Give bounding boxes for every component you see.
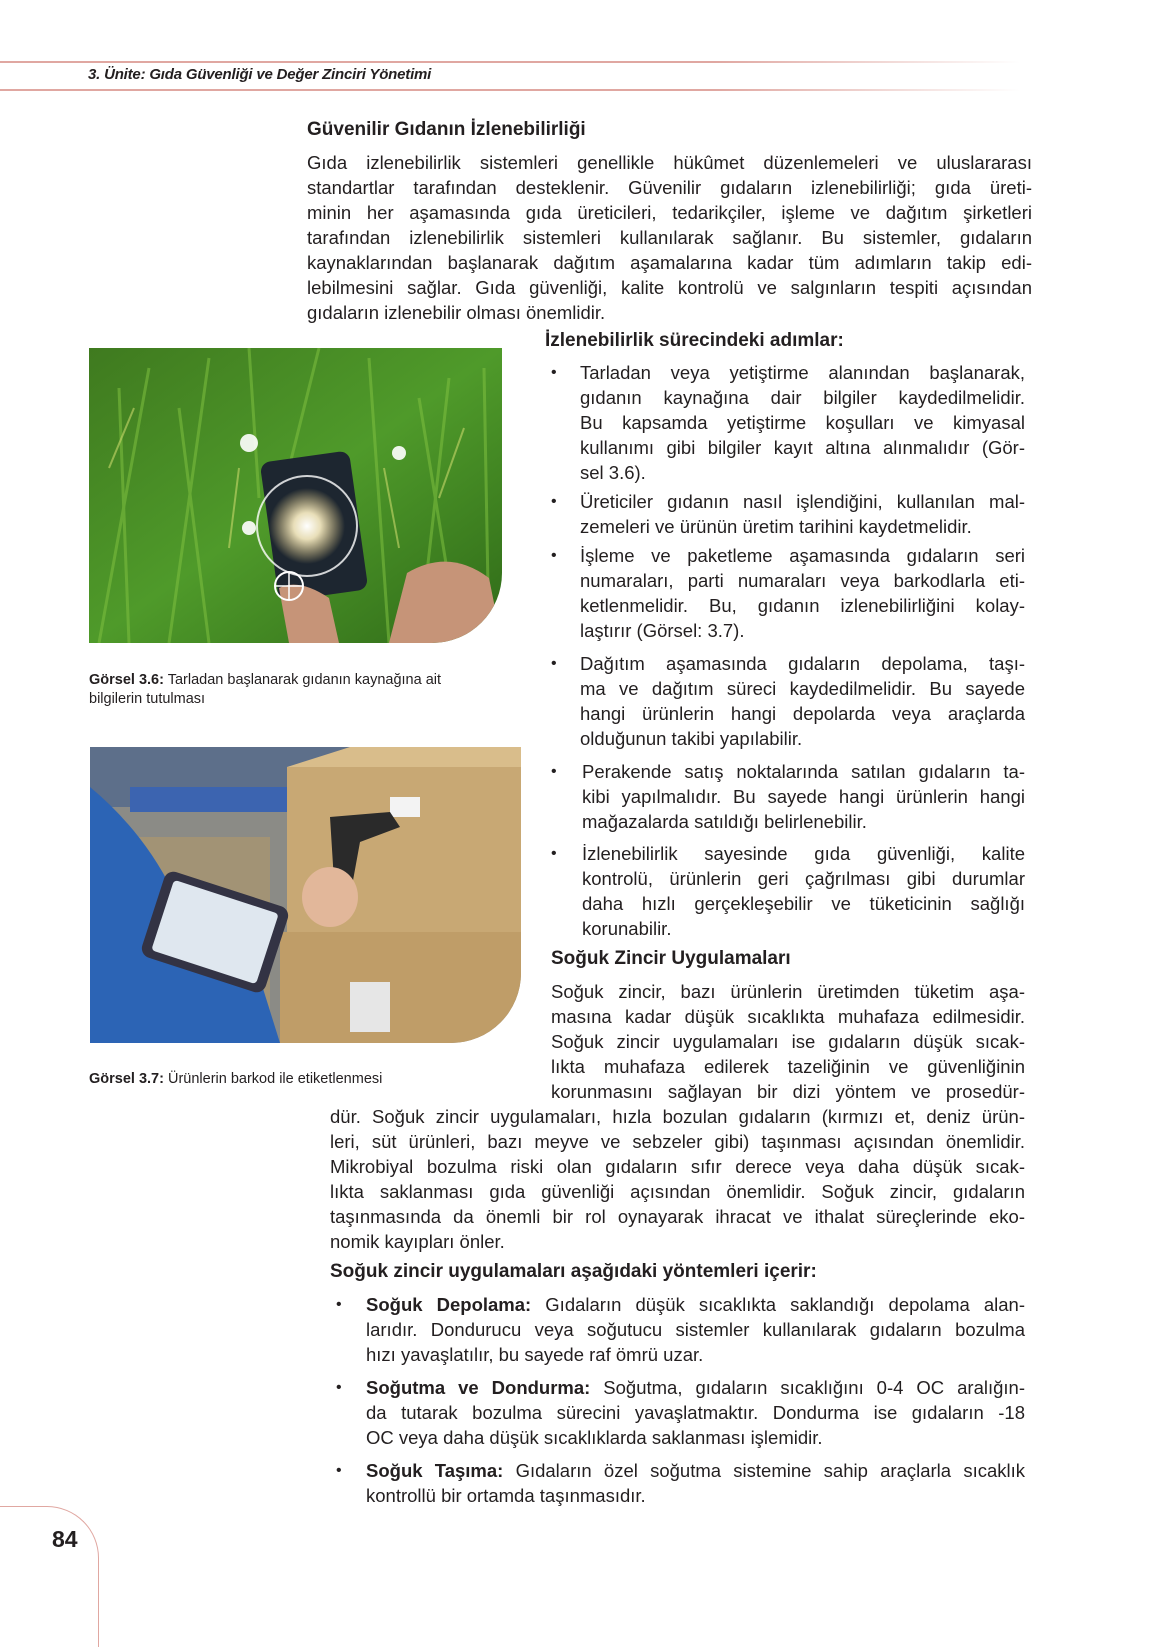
bullet-icon: • — [336, 1379, 342, 1396]
paragraph-line: Soğuk zincir, bazı ürünlerin üretimden tüketim aşa- — [551, 981, 1025, 1002]
list-item-line: Perakende satış noktalarında satılan gıdaların ta- — [582, 761, 1025, 782]
list-item-line: kullanımı gibi bilgiler kayıt altına alınmalıdır (Gör- — [580, 437, 1025, 458]
method-term: Soğutma ve Dondurma: — [366, 1377, 591, 1398]
bullet-icon: • — [551, 655, 557, 672]
steps-heading: İzlenebilirlik sürecindeki adımlar: — [545, 330, 844, 351]
paragraph-line: Soğuk zincir uygulamaları ise gıdaların düşük sıcak- — [551, 1031, 1025, 1052]
page-number: 84 — [52, 1526, 78, 1552]
list-item-line: olduğunun takibi yapılabilir. — [580, 728, 803, 749]
figure-3-6-caption: Görsel 3.6: Tarladan başlanarak gıdanın kaynağına ait bilgilerin tutulması — [89, 672, 442, 707]
bullet-icon: • — [551, 845, 557, 862]
bullet-icon: • — [336, 1296, 342, 1313]
header-rule-bottom — [0, 89, 1020, 91]
paragraph-line: lebilmesini sağlar. Gıda güvenliği, kalite kontrolü ve salgınların tespiti açısından — [307, 277, 1032, 298]
method-item-line: da tutarak bozulma sürecini yavaşlatmaktır. Dondurma ise gıdaların -18 — [366, 1402, 1025, 1423]
bullet-icon: • — [551, 364, 557, 381]
methods-heading: Soğuk zincir uygulamaları aşağıdaki yöntemleri içerir: — [330, 1261, 817, 1282]
method-term: Soğuk Taşıma: — [366, 1460, 504, 1481]
list-item-line: hangi ürünlerin hangi depolarda veya araçlarda — [580, 703, 1025, 724]
paragraph-line: minin her aşamasında gıda üreticileri, tedarikçiler, işleme ve dağıtım şirketleri — [307, 202, 1032, 223]
figure-3-7-image — [90, 747, 521, 1043]
method-item-line: Soğutma ve Dondurma: Soğutma, gıdaların sıcaklığını 0-4 OC aralığın- — [366, 1377, 1025, 1398]
bullet-icon: • — [336, 1462, 342, 1479]
bullet-icon: • — [551, 547, 557, 564]
method-item-line: hızı yavaşlatılır, bu sayede raf ömrü uzar. — [366, 1344, 704, 1365]
bullet-icon: • — [551, 493, 557, 510]
unit-title: 3. Ünite: Gıda Güvenliği ve Değer Zinciri Yönetimi — [88, 66, 432, 83]
paragraph-line: Mikrobiyal bozulma riski olan gıdaların sıfır derece veya daha düşük sıcak- — [330, 1156, 1025, 1177]
list-item-line: Tarladan veya yetiştirme alanından başlanarak, — [580, 362, 1025, 383]
list-item-line: gıdanın kaynağına dair bilgiler kaydedilmelidir. — [580, 387, 1025, 408]
method-term: Soğuk Depolama: — [366, 1294, 532, 1315]
paragraph-line: nomik kayıpları önler. — [330, 1231, 505, 1252]
method-item-line: OC veya daha düşük sıcaklıklarda saklanması işlemidir. — [366, 1427, 823, 1448]
list-item-line: laştırır (Görsel: 3.7). — [580, 620, 745, 641]
list-item-line: ketlenmelidir. Bu, gıdanın izlenebilirliğini kolay- — [580, 595, 1025, 616]
paragraph-line: kaynaklarından başlanarak dağıtım aşamalarına kadar tüm adımların takip edi- — [307, 252, 1032, 273]
barcode-scanning-illustration — [90, 747, 521, 1043]
list-item-line: ma ve dağıtım süreci kaydedilmelidir. Bu sayede — [580, 678, 1025, 699]
list-item-line: Dağıtım aşamasında gıdaların depolama, taşı- — [580, 653, 1025, 674]
bullet-icon: • — [551, 763, 557, 780]
list-item-line: Bu kapsamda yetiştirme koşulları ve kimyasal — [580, 412, 1025, 433]
list-item-line: İzlenebilirlik sayesinde gıda güvenliği, kalite — [582, 843, 1025, 864]
method-item-line: larıdır. Dondurucu veya soğutucu sistemler kullanılarak gıdaların bozulma — [366, 1319, 1025, 1340]
list-item-line: korunabilir. — [582, 918, 672, 939]
list-item-line: sel 3.6). — [580, 462, 646, 483]
paragraph-line: masına kadar düşük sıcaklıkta muhafaza edilmesidir. — [551, 1006, 1025, 1027]
paragraph-line: dür. Soğuk zincir uygulamaları, hızla bozulan gıdaların (kırmızı et, deniz ürün- — [330, 1106, 1025, 1127]
list-item-line: zemeleri ve ürünün üretim tarihini kaydetmelidir. — [580, 516, 972, 537]
method-item-line: kontrollü bir ortamda taşınmasıdır. — [366, 1485, 646, 1506]
list-item-line: İşleme ve paketleme aşamasında gıdaların seri — [580, 545, 1025, 566]
paragraph-line: lıkta muhafaza edilerek tazeliğinin ve güvenliğinin — [551, 1056, 1025, 1077]
list-item-line: daha hızlı gerçekleşebilir ve tüketicinin sağlığı — [582, 893, 1025, 914]
section-heading-cold-chain: Soğuk Zincir Uygulamaları — [551, 948, 791, 969]
list-item-line: mağazalarda satıldığı belirlenebilir. — [582, 811, 867, 832]
figure-label: Görsel 3.6: — [89, 672, 164, 688]
figure-label: Görsel 3.7: — [89, 1071, 164, 1087]
list-item-line: Üreticiler gıdanın nasıl işlendiğini, kullanılan mal- — [580, 491, 1025, 512]
figure-3-6-image — [89, 348, 502, 643]
paragraph-line: standartlar tarafından desteklenir. Güvenilir gıdaların izlenebilirliği; gıda üreti- — [307, 177, 1032, 198]
paragraph-line: leri, süt ürünleri, bazı meyve ve sebzeler gibi) taşınması açısından önemlidir. — [330, 1131, 1025, 1152]
list-item-line: kontrolü, ürünlerin geri çağrılması gibi durumlar — [582, 868, 1025, 889]
paragraph-line: tarafından izlenebilirlik sistemleri kullanılarak sağlanır. Bu sistemler, gıdaların — [307, 227, 1032, 248]
paragraph-line: Gıda izlenebilirlik sistemleri genellikle hükûmet düzenlemeleri ve uluslararası — [307, 152, 1032, 173]
paragraph-line: lıkta saklanması gıda güvenliği açısından önemlidir. Soğuk zincir, gıdaların — [330, 1181, 1025, 1202]
method-item-line: Soğuk Taşıma: Gıdaların özel soğutma sistemine sahip araçlarla sıcaklık — [366, 1460, 1025, 1481]
paragraph-line: taşınmasında da önemli bir rol oynayarak ihracat ve ithalat süreçlerinde eko- — [330, 1206, 1025, 1227]
method-item-line: Soğuk Depolama: Gıdaların düşük sıcaklıkta saklandığı depolama alan- — [366, 1294, 1026, 1315]
paragraph-line: gıdaların izlenebilir olması önemlidir. — [307, 302, 606, 323]
paragraph-line: korunmasını sağlayan bir dizi yöntem ve prosedür- — [551, 1081, 1025, 1102]
section-heading-traceability: Güvenilir Gıdanın İzlenebilirliği — [307, 119, 586, 140]
rice-field-phone-illustration — [89, 348, 502, 643]
page-number-frame — [0, 1506, 99, 1647]
figure-3-7-caption: Görsel 3.7: Ürünlerin barkod ile etiketlenmesi — [89, 1071, 383, 1087]
header-rule-top — [0, 61, 1020, 63]
list-item-line: kibi yapılmalıdır. Bu sayede hangi ürünlerin hangi — [582, 786, 1025, 807]
list-item-line: numaraları, parti numaraları veya barkodlarla eti- — [580, 570, 1025, 591]
